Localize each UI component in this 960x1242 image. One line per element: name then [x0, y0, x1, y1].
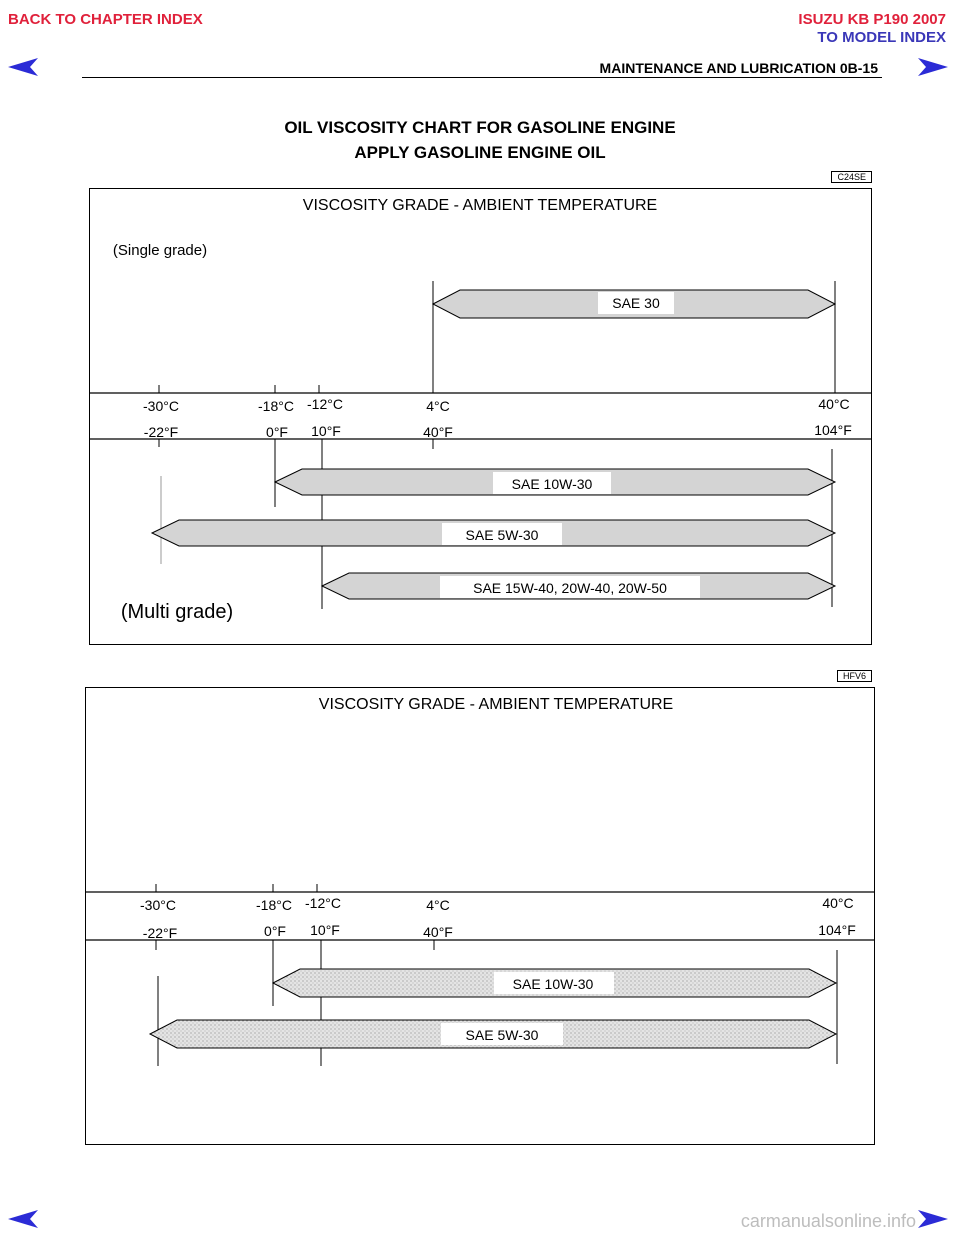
grade-label-sae-15w-40: SAE 15W-40, 20W-40, 20W-50: [473, 580, 667, 596]
previous-page-arrow-icon[interactable]: [8, 58, 38, 76]
temp-c-label: 4°C: [426, 398, 450, 414]
figure-tag: C24SE: [831, 171, 872, 183]
previous-page-arrow-icon[interactable]: [8, 1210, 38, 1228]
viscosity-chart-single-multi: [89, 188, 872, 645]
header-rule: [82, 77, 882, 78]
chart-heading: VISCOSITY GRADE - AMBIENT TEMPERATURE: [302, 197, 658, 214]
chart-heading: VISCOSITY GRADE - AMBIENT TEMPERATURE: [318, 696, 674, 713]
watermark: carmanualsonline.info: [740, 1211, 916, 1231]
temp-c-label: -18°C: [258, 398, 294, 414]
temp-c-label: 40°C: [818, 396, 850, 412]
page-header: MAINTENANCE AND LUBRICATION 0B-15: [599, 60, 878, 76]
temp-f-label: 10°F: [311, 423, 341, 439]
model-title-link[interactable]: ISUZU KB P190 2007: [798, 11, 946, 28]
temp-f-label: 0°F: [264, 923, 286, 939]
page-title: OIL VISCOSITY CHART FOR GASOLINE ENGINE: [284, 118, 676, 137]
temp-f-label: 0°F: [266, 424, 288, 440]
temp-f-label: 40°F: [423, 424, 453, 440]
figure-tag: HFV6: [837, 670, 872, 682]
temp-f-label: -22°F: [142, 925, 178, 941]
grade-label-sae-10w-30: SAE 10W-30: [512, 976, 594, 992]
next-page-arrow-icon[interactable]: [918, 58, 948, 76]
temp-c-label: -12°C: [305, 895, 341, 911]
multi-grade-label: (Multi grade): [120, 601, 234, 623]
temp-c-label: -12°C: [307, 396, 343, 412]
back-to-chapter-index-link[interactable]: BACK TO CHAPTER INDEX: [8, 11, 203, 28]
temp-f-label: 10°F: [310, 922, 340, 938]
to-model-index-link[interactable]: TO MODEL INDEX: [817, 29, 946, 46]
temp-f-label: 104°F: [818, 922, 856, 938]
temp-f-label: -22°F: [143, 424, 179, 440]
grade-label-sae-30: SAE 30: [612, 295, 660, 311]
temp-f-label: 40°F: [423, 924, 453, 940]
viscosity-chart-hfv6: [85, 687, 875, 1145]
temp-c-label: 4°C: [426, 897, 450, 913]
grade-label-sae-5w-30: SAE 5W-30: [465, 527, 539, 543]
grade-label-sae-10w-30: SAE 10W-30: [511, 476, 593, 492]
next-page-arrow-icon[interactable]: [918, 1210, 948, 1228]
temp-c-label: 40°C: [822, 895, 854, 911]
temp-f-label: 104°F: [814, 422, 852, 438]
temp-c-label: -30°C: [140, 897, 176, 913]
single-grade-label: (Single grade): [112, 242, 208, 259]
page-subtitle: APPLY GASOLINE ENGINE OIL: [354, 143, 606, 162]
temp-c-label: -18°C: [256, 897, 292, 913]
temp-c-label: -30°C: [143, 398, 179, 414]
grade-label-sae-5w-30: SAE 5W-30: [465, 1027, 539, 1043]
